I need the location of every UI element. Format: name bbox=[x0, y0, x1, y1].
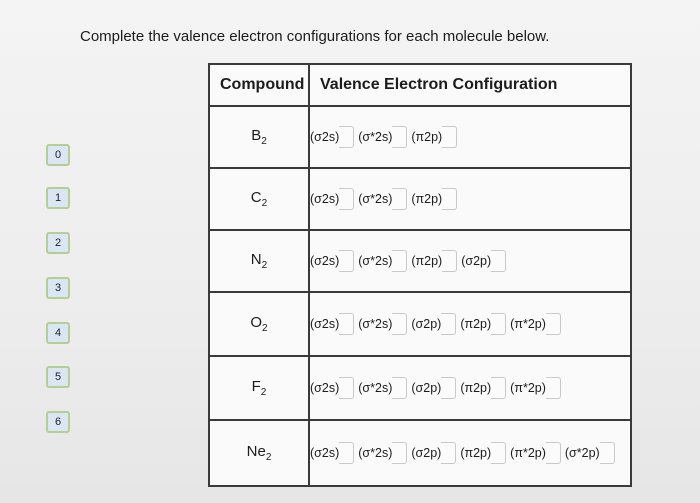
formula-element: B bbox=[251, 127, 262, 144]
electron-count-dropzone[interactable] bbox=[441, 442, 456, 464]
orbital-label: (σ*2s) bbox=[358, 130, 393, 144]
formula-element: F bbox=[251, 378, 261, 395]
compound-formula bbox=[246, 443, 272, 463]
electron-count-dropzone[interactable] bbox=[546, 313, 561, 335]
electron-count-dropzone[interactable] bbox=[392, 313, 407, 335]
configuration-cell bbox=[309, 356, 631, 420]
orbital-label: (σ2p) bbox=[411, 446, 442, 460]
configuration-table bbox=[208, 63, 632, 487]
configuration-cell bbox=[309, 168, 631, 230]
formula-element: C bbox=[250, 189, 262, 206]
formula-subscript: 2 bbox=[261, 260, 268, 271]
formula-subscript: 2 bbox=[261, 198, 268, 209]
electron-count-dropzone[interactable] bbox=[442, 188, 457, 210]
orbital-label: (π*2p) bbox=[510, 446, 546, 460]
compound-cell bbox=[209, 356, 309, 420]
compound-formula bbox=[251, 127, 267, 147]
electron-count-dropzone[interactable] bbox=[339, 126, 354, 148]
electron-count-dropzone[interactable] bbox=[392, 188, 407, 210]
configuration-cell bbox=[309, 106, 631, 168]
electron-count-dropzone[interactable] bbox=[600, 442, 615, 464]
electron-count-dropzone[interactable] bbox=[491, 313, 506, 335]
orbital-label: (σ2p) bbox=[411, 381, 442, 395]
compound-formula bbox=[250, 314, 268, 334]
orbital-label: (σ2s) bbox=[310, 446, 340, 460]
orbital-label: (σ*2p) bbox=[564, 446, 600, 460]
table-header-row bbox=[209, 64, 631, 106]
orbital-label: (π*2p) bbox=[510, 381, 546, 395]
electron-count-dropzone[interactable] bbox=[491, 442, 506, 464]
electron-count-dropzone[interactable] bbox=[441, 313, 456, 335]
table-row bbox=[209, 168, 631, 230]
answer-tile-5[interactable]: 5 bbox=[46, 366, 70, 388]
formula-subscript: 2 bbox=[265, 452, 272, 463]
orbital-label: (π*2p) bbox=[510, 317, 546, 331]
electron-count-dropzone[interactable] bbox=[339, 313, 354, 335]
electron-count-dropzone[interactable] bbox=[339, 250, 354, 272]
header-config: Valence Electron Configuration bbox=[309, 64, 631, 106]
orbital-label: (σ2s) bbox=[310, 317, 340, 331]
orbital-label: (π2p) bbox=[411, 254, 443, 268]
formula-element: O bbox=[250, 314, 263, 331]
formula-element: Ne bbox=[246, 443, 266, 460]
orbital-label: (π2p) bbox=[411, 130, 443, 144]
electron-count-dropzone[interactable] bbox=[392, 442, 407, 464]
answer-tile-2[interactable]: 2 bbox=[46, 232, 70, 254]
table-row bbox=[209, 356, 631, 420]
orbital-label: (σ*2s) bbox=[358, 446, 393, 460]
electron-count-dropzone[interactable] bbox=[392, 377, 407, 399]
orbital-label: (σ*2s) bbox=[358, 317, 393, 331]
orbital-label: (σ*2s) bbox=[358, 254, 393, 268]
orbital-label: (π2p) bbox=[460, 317, 492, 331]
table-row bbox=[209, 420, 631, 486]
orbital-label: (σ2s) bbox=[310, 192, 340, 206]
orbital-label: (σ*2s) bbox=[358, 381, 393, 395]
answer-tile-6[interactable]: 6 bbox=[46, 411, 70, 433]
electron-count-dropzone[interactable] bbox=[442, 126, 457, 148]
orbital-label: (σ2s) bbox=[310, 254, 340, 268]
formula-element: N bbox=[250, 251, 262, 268]
orbital-label: (σ2s) bbox=[310, 381, 340, 395]
configuration-cell bbox=[309, 420, 631, 486]
configuration-cell bbox=[309, 230, 631, 292]
table-body bbox=[209, 106, 631, 486]
orbital-label: (π2p) bbox=[411, 192, 443, 206]
instruction-text: Complete the valence electron configurations for each molecule below. bbox=[80, 28, 550, 45]
header-compound: Compound bbox=[209, 64, 309, 106]
compound-formula bbox=[250, 251, 268, 271]
formula-subscript: 2 bbox=[260, 387, 267, 398]
compound-cell bbox=[209, 230, 309, 292]
answer-tile-4[interactable]: 4 bbox=[46, 322, 70, 344]
answer-tile-0[interactable]: 0 bbox=[46, 144, 70, 166]
table-row bbox=[209, 292, 631, 356]
electron-count-dropzone[interactable] bbox=[491, 250, 506, 272]
compound-cell bbox=[209, 292, 309, 356]
electron-count-dropzone[interactable] bbox=[339, 442, 354, 464]
electron-count-dropzone[interactable] bbox=[546, 442, 561, 464]
orbital-label: (σ2p) bbox=[461, 254, 492, 268]
orbital-label: (π2p) bbox=[460, 381, 492, 395]
orbital-label: (σ2s) bbox=[310, 130, 340, 144]
orbital-label: (σ2p) bbox=[411, 317, 442, 331]
electron-count-dropzone[interactable] bbox=[546, 377, 561, 399]
orbital-label: (σ*2s) bbox=[358, 192, 393, 206]
compound-formula bbox=[250, 189, 268, 209]
compound-cell bbox=[209, 420, 309, 486]
table-row bbox=[209, 106, 631, 168]
answer-tile-3[interactable]: 3 bbox=[46, 277, 70, 299]
formula-subscript: 2 bbox=[262, 323, 268, 334]
orbital-label: (π2p) bbox=[460, 446, 492, 460]
electron-count-dropzone[interactable] bbox=[442, 250, 457, 272]
table-row bbox=[209, 230, 631, 292]
formula-subscript: 2 bbox=[261, 136, 267, 147]
electron-count-dropzone[interactable] bbox=[392, 126, 407, 148]
electron-count-dropzone[interactable] bbox=[339, 377, 354, 399]
electron-count-dropzone[interactable] bbox=[339, 188, 354, 210]
electron-count-dropzone[interactable] bbox=[491, 377, 506, 399]
configuration-cell bbox=[309, 292, 631, 356]
answer-tile-1[interactable]: 1 bbox=[46, 187, 70, 209]
electron-count-dropzone[interactable] bbox=[392, 250, 407, 272]
compound-formula bbox=[251, 378, 267, 398]
compound-cell bbox=[209, 168, 309, 230]
electron-count-dropzone[interactable] bbox=[441, 377, 456, 399]
compound-cell bbox=[209, 106, 309, 168]
